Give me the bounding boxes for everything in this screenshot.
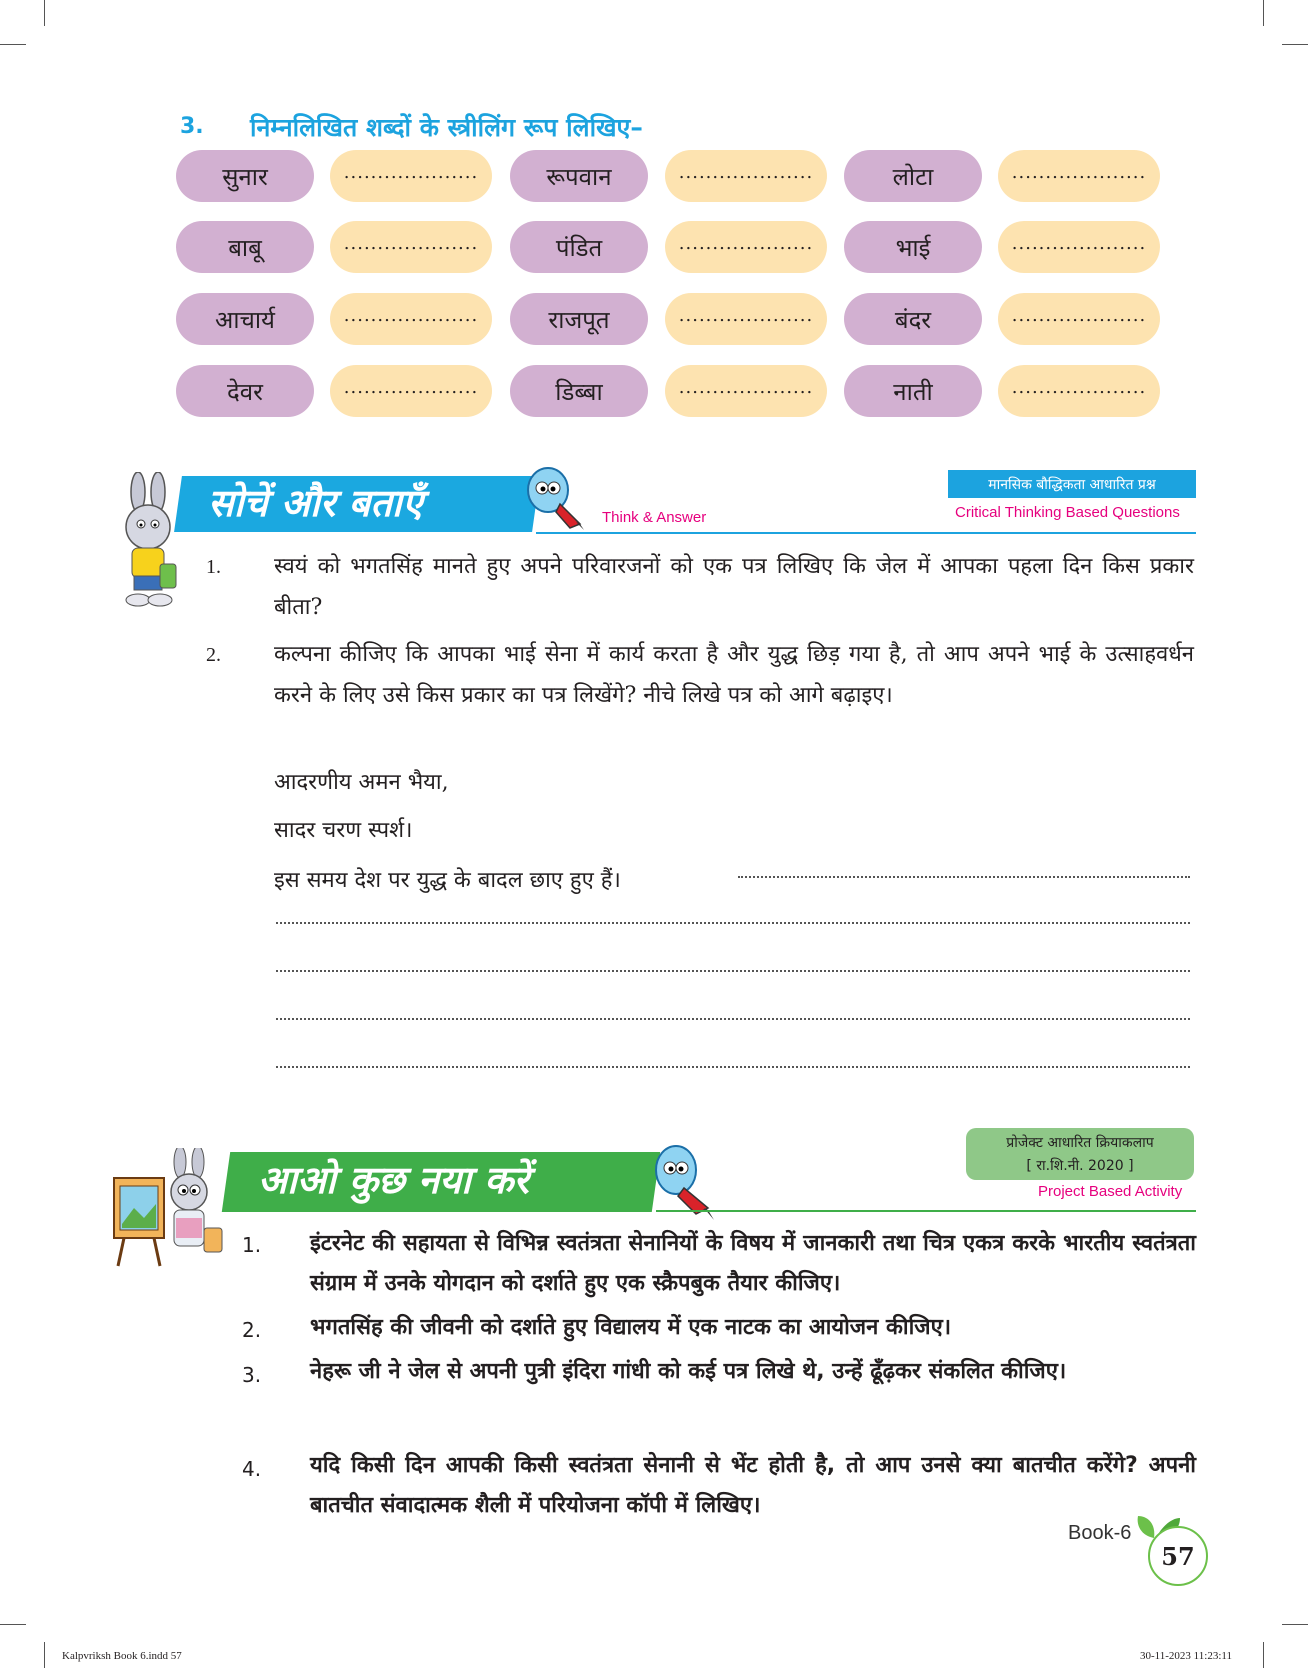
project-title: आओ कुछ नया करें [258, 1158, 529, 1202]
section-divider [656, 1210, 1196, 1212]
critical-thinking-tag-en: Critical Thinking Based Questions [955, 504, 1180, 521]
word-pill: भाई [844, 221, 982, 273]
word-pill: बाबू [176, 221, 314, 273]
crop-mark [1263, 0, 1264, 26]
question-number: 2. [206, 644, 221, 666]
think-subtitle: Think & Answer [602, 509, 707, 526]
project-item-text: इंटरनेट की सहायता से विभिन्न स्वतंत्रता सेनानियों के विषय में जानकारी तथा चित्र एकत्र करके भारतीय स्वतंत्रता संग्राम में उनके योगदान को दर्शाते हुए एक स्क्रैपबुक तैयार कीजिए। [310, 1231, 1196, 1296]
writing-line[interactable] [276, 1018, 1190, 1020]
writing-line[interactable] [276, 970, 1190, 972]
project-item-number: 1. [242, 1233, 262, 1257]
project-item-text: नेहरू जी ने जेल से अपनी पुत्री इंदिरा गांधी को कई पत्र लिखे थे, उन्हें ढूँढ़कर संकलित कीजिए। [310, 1359, 1067, 1384]
critical-thinking-tag: मानसिक बौद्धिकता आधारित प्रश्न [948, 470, 1196, 498]
project-item-number: 4. [242, 1457, 262, 1481]
answer-blank[interactable]: .................... [665, 221, 827, 273]
project-item-text: यदि किसी दिन आपकी किसी स्वतंत्रता सेनानी से भेंट होती है, तो आप उनसे क्या बातचीत करेंगे? अपनी बातचीत संवादात्मक शैली में परियोजना कॉपी में लिखिए। [310, 1453, 1196, 1518]
word-pill: पंडित [510, 221, 648, 273]
exercise-number: 3. [180, 114, 204, 139]
letter-start: इस समय देश पर युद्ध के बादल छाए हुए हैं। [274, 868, 621, 893]
word-pill: सुनार [176, 150, 314, 202]
rabbit-mascot-icon [108, 472, 188, 612]
word-pill: देवर [176, 365, 314, 417]
answer-blank[interactable]: .................... [330, 293, 492, 345]
crop-mark [1282, 1624, 1308, 1625]
question-text: कल्पना कीजिए कि आपका भाई सेना में कार्य करता है और युद्ध छिड़ गया है, तो आप अपने भाई के उत्साहवर्धन करने के लिए उसे किस प्रकार का पत्र लिखेंगे? नीचे लिखे पत्र को आगे बढ़ाइए। [274, 642, 1194, 708]
word-pill: आचार्य [176, 293, 314, 345]
project-tag-line2: [ रा.शि.नी. 2020 ] [1026, 1158, 1134, 1174]
word-pill: लोटा [844, 150, 982, 202]
writing-line[interactable] [276, 922, 1190, 924]
question-number: 1. [206, 556, 221, 578]
exercise-instruction: निम्नलिखित शब्दों के स्त्रीलिंग रूप लिखिए– [250, 113, 643, 142]
answer-blank[interactable]: .................... [330, 150, 492, 202]
writing-line[interactable] [738, 876, 1190, 878]
section-divider [536, 532, 1196, 534]
answer-blank[interactable]: .................... [998, 221, 1160, 273]
page-number-circle [1148, 1526, 1208, 1586]
rabbit-painter-icon [110, 1148, 226, 1268]
crop-mark [1263, 1642, 1264, 1668]
think-title: सोचें और बताएँ [208, 481, 423, 525]
crop-mark [1282, 44, 1308, 45]
crop-mark [0, 44, 26, 45]
writing-line[interactable] [276, 1066, 1190, 1068]
answer-blank[interactable]: .................... [665, 150, 827, 202]
answer-blank[interactable]: .................... [665, 293, 827, 345]
answer-blank[interactable]: .................... [330, 365, 492, 417]
letter-greeting: सादर चरण स्पर्श। [274, 818, 413, 843]
answer-blank[interactable]: .................... [998, 150, 1160, 202]
book-label: Book-6 [1068, 1522, 1132, 1544]
project-tag [966, 1128, 1194, 1180]
footer-date: 30-11-2023 11:23:11 [1140, 1650, 1232, 1662]
project-item-text: भगतसिंह की जीवनी को दर्शाते हुए विद्यालय में एक नाटक का आयोजन कीजिए। [310, 1315, 952, 1340]
project-tag-line1: प्रोजेक्ट आधारित क्रियाकलाप [1006, 1135, 1154, 1151]
answer-blank[interactable]: .................... [330, 221, 492, 273]
crop-mark [44, 0, 45, 26]
word-pill: राजपूत [510, 293, 648, 345]
project-item-number: 3. [242, 1363, 262, 1387]
pencil-mascot-icon [520, 462, 590, 532]
page-number: 57 [1161, 1541, 1195, 1571]
answer-blank[interactable]: .................... [665, 365, 827, 417]
crop-mark [0, 1624, 26, 1625]
project-item-number: 2. [242, 1318, 262, 1342]
letter-salutation: आदरणीय अमन भैया, [274, 770, 449, 795]
answer-blank[interactable]: .................... [998, 365, 1160, 417]
word-pill: डिब्बा [510, 365, 648, 417]
word-pill: नाती [844, 365, 982, 417]
answer-blank[interactable]: .................... [998, 293, 1160, 345]
question-text: स्वयं को भगतसिंह मानते हुए अपने परिवारजनों को एक पत्र लिखिए कि जेल में आपका पहला दिन किस प्रकार बीता? [274, 554, 1194, 620]
footer-file: Kalpvriksh Book 6.indd 57 [62, 1650, 182, 1662]
project-tag-en: Project Based Activity [1038, 1183, 1183, 1200]
crop-mark [44, 1642, 45, 1668]
word-pill: बंदर [844, 293, 982, 345]
word-pill: रूपवान [510, 150, 648, 202]
